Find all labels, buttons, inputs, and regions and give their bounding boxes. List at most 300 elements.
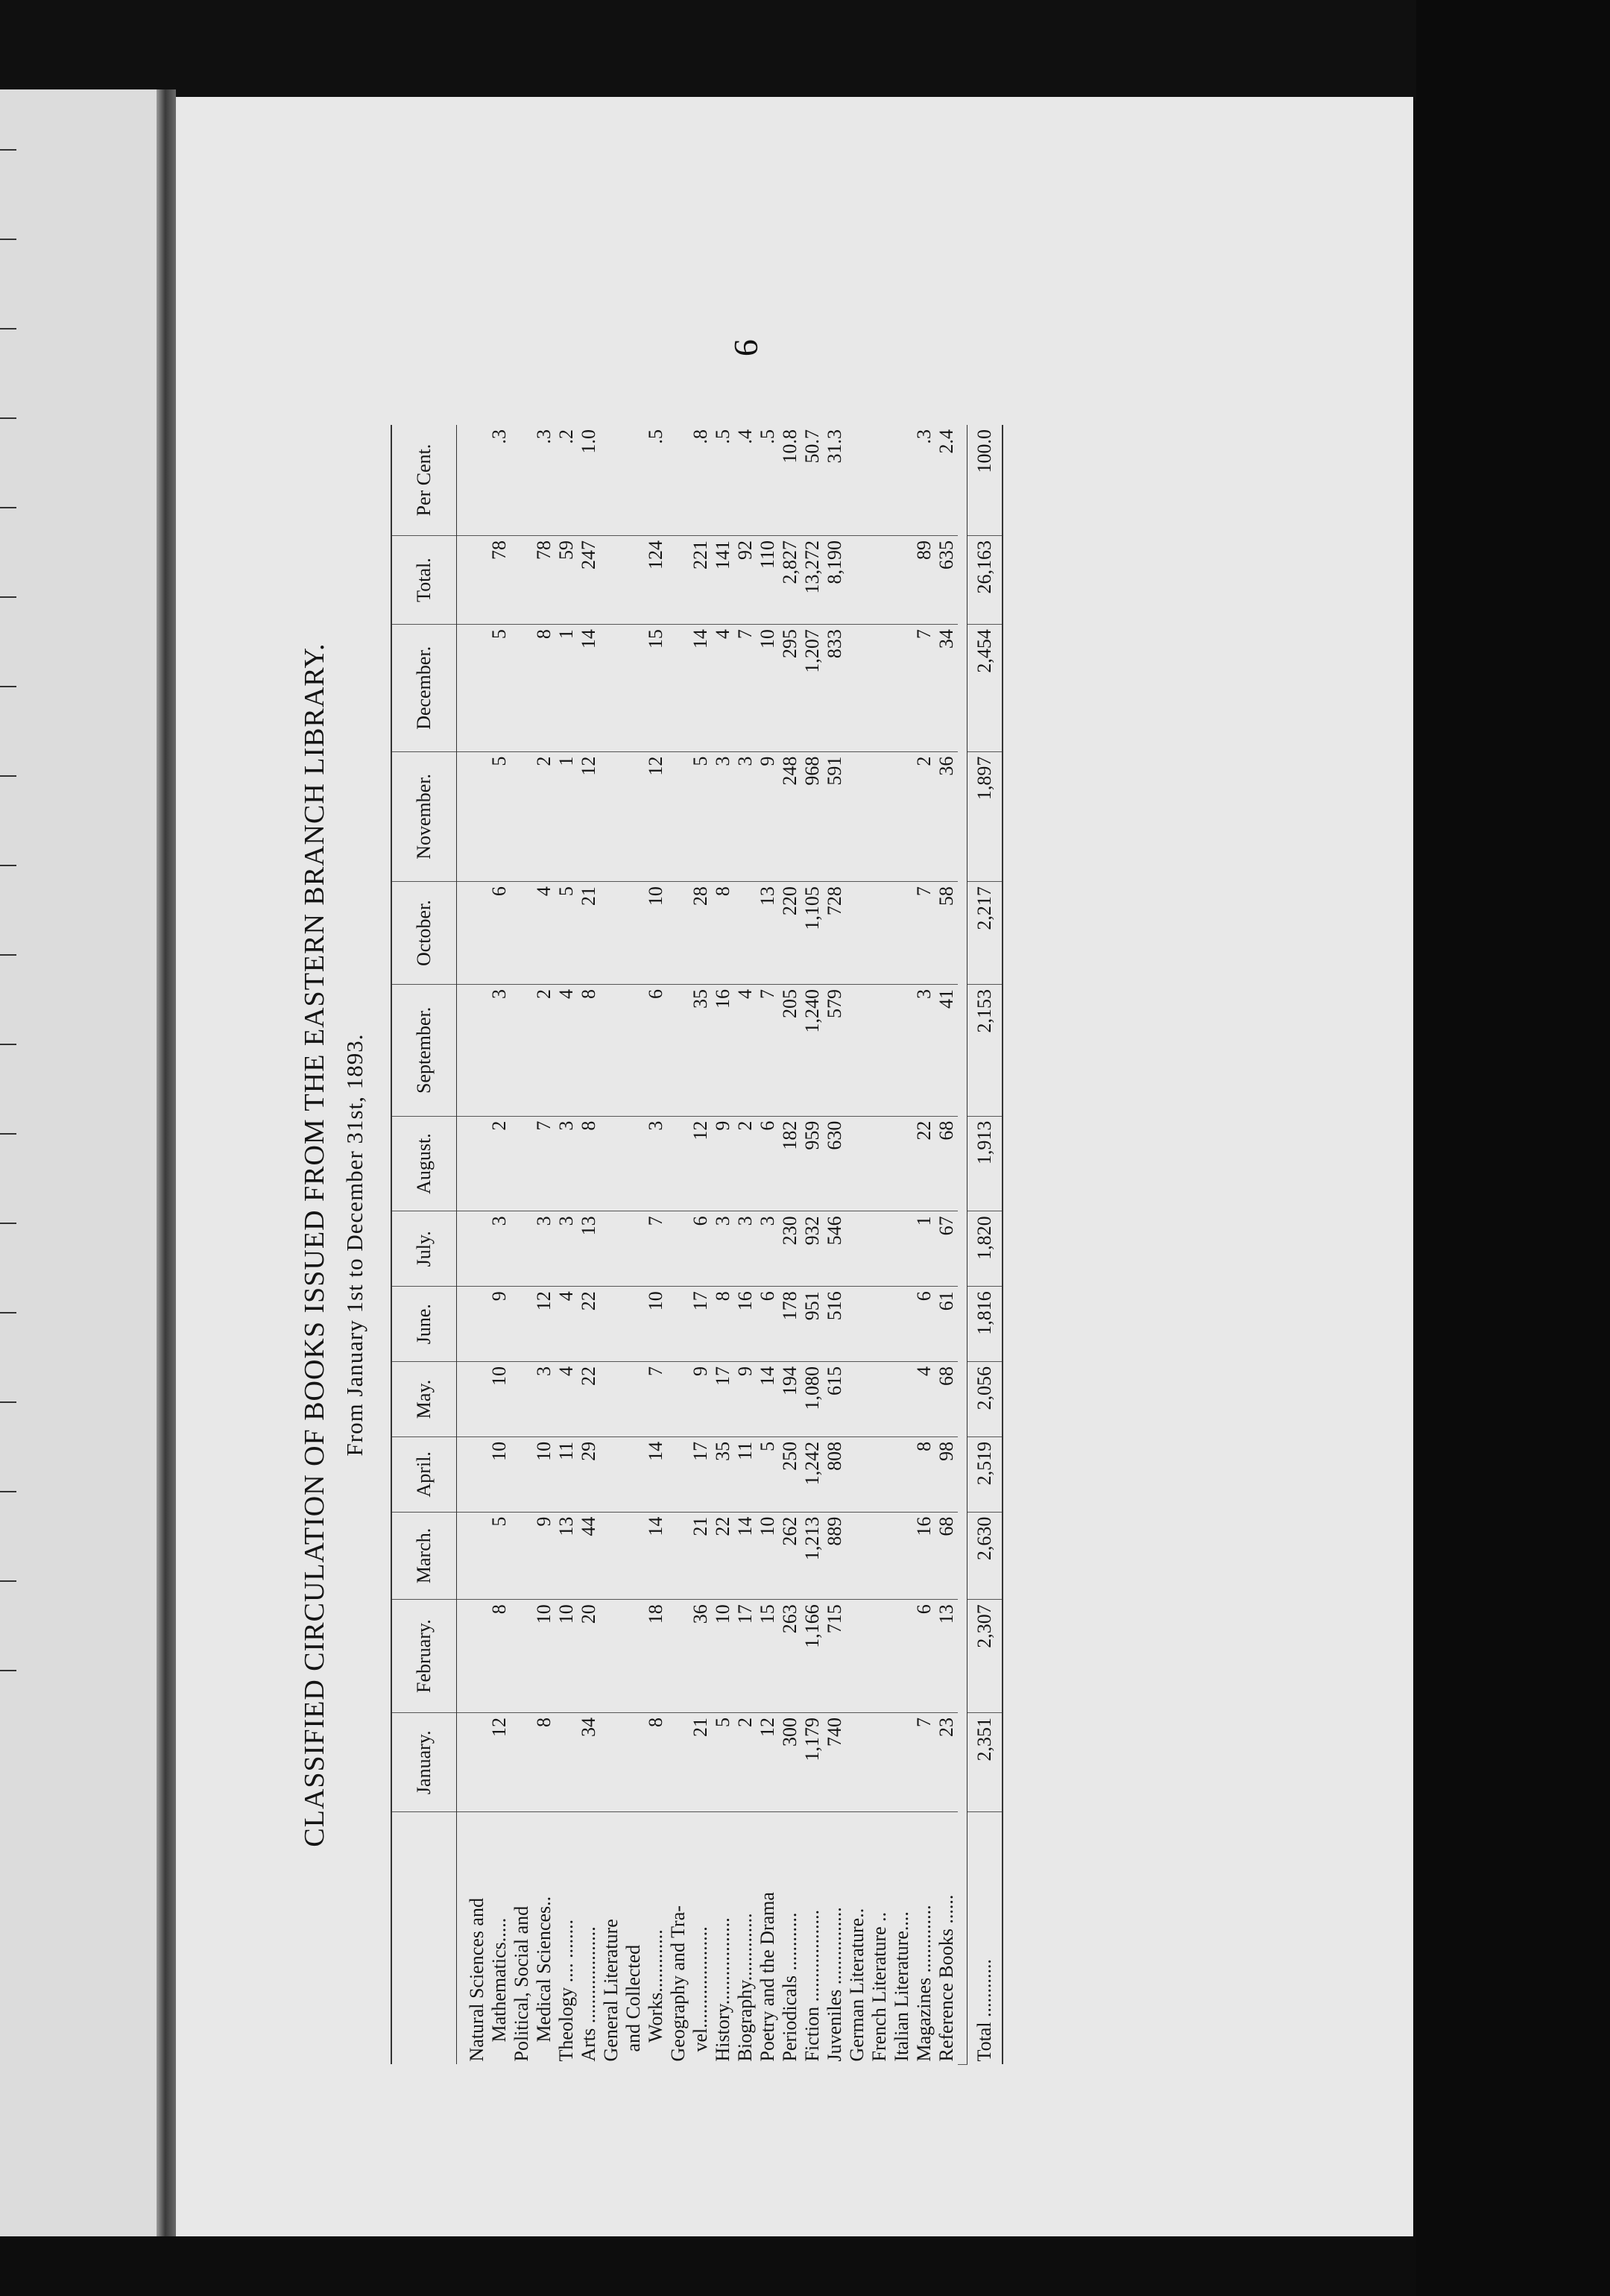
table-cell: 5 [488, 1512, 511, 1600]
table-cell: 8 [712, 1287, 734, 1362]
table-cell: 10 [712, 1600, 734, 1713]
table-cell [457, 535, 489, 624]
table-cell: 3 [533, 1211, 555, 1287]
table-cell: 16 [712, 985, 734, 1117]
table-cell: 1,207 [801, 625, 824, 751]
row-label: Reference Books ...... [935, 1894, 957, 2062]
table-cell [511, 1713, 533, 1812]
table-cell: 59 [555, 535, 578, 624]
header-cell: April. [391, 1436, 457, 1512]
book-gutter [157, 89, 176, 2236]
table-cell: 68 [935, 1116, 958, 1211]
table-cell: 178 [779, 1287, 801, 1362]
table-cell [868, 625, 891, 751]
table-cell: 10 [757, 1512, 779, 1600]
table-cell: 4 [555, 1362, 578, 1437]
table-cell: 28 [689, 882, 712, 985]
table-cell: 5 [488, 751, 511, 882]
table-cell: 3 [555, 1211, 578, 1287]
facing-page [0, 89, 168, 2236]
table-cell [511, 1362, 533, 1437]
table-cell [622, 1512, 645, 1600]
table-cell [457, 1287, 489, 1362]
table-cell: 8 [578, 985, 600, 1117]
row-label: Italian Literature.... [891, 1911, 912, 2062]
table-cell: 10 [757, 625, 779, 751]
table-cell [555, 1713, 578, 1812]
table-cell: 1,213 [801, 1512, 824, 1600]
table-row [935, 425, 958, 2065]
table-cell: 8 [645, 1713, 667, 1812]
table-cell: 10 [488, 1362, 511, 1437]
table-cell [846, 1512, 868, 1600]
table-cell: 9 [488, 1287, 511, 1362]
table-cell [457, 1362, 489, 1437]
table-cell [868, 1211, 891, 1287]
table-cell [667, 1362, 689, 1437]
table-cell [622, 1362, 645, 1437]
table-cell: 35 [689, 985, 712, 1117]
table-cell [868, 1512, 891, 1600]
table-cell [846, 1436, 868, 1512]
facing-page-rule [0, 1401, 16, 1403]
table-cell: 14 [645, 1436, 667, 1512]
table-cell [868, 1713, 891, 1812]
table-cell [868, 1287, 891, 1362]
table-cell: 7 [533, 1116, 555, 1211]
table-cell: 1.0 [578, 425, 600, 535]
table-cell [457, 882, 489, 985]
table-cell: .4 [734, 425, 757, 535]
table-cell: 6 [488, 882, 511, 985]
header-cell: August. [391, 1116, 457, 1211]
row-label: Arts .................... [578, 1926, 599, 2062]
table-row [824, 425, 846, 2065]
table-cell [891, 1287, 913, 1362]
table-cell: 740 [824, 1713, 846, 1812]
row-label: Mathematics..... [488, 1917, 510, 2062]
table-cell [600, 751, 622, 882]
table-cell [846, 1116, 868, 1211]
table-row [555, 425, 578, 2065]
header-cell-blank [391, 1812, 457, 2065]
table-cell [868, 882, 891, 985]
table-cell: 951 [801, 1287, 824, 1362]
table-cell: 21 [578, 882, 600, 985]
table-cell: 31.3 [824, 425, 846, 535]
table-cell: 2 [734, 1713, 757, 1812]
table-cell: 5 [712, 1713, 734, 1812]
scan-right-border [1416, 0, 1610, 2296]
header-cell: July. [391, 1211, 457, 1287]
table-cell [457, 1116, 489, 1211]
table-row [734, 425, 757, 2065]
table-row [846, 425, 868, 2065]
table-cell: 12 [533, 1287, 555, 1362]
table-cell: 579 [824, 985, 846, 1117]
table-cell: 14 [689, 625, 712, 751]
table-cell: 12 [488, 1713, 511, 1812]
table-cell: 61 [935, 1287, 958, 1362]
table-header-row [391, 425, 457, 2065]
table-cell: 8 [712, 882, 734, 985]
table-cell: 44 [578, 1512, 600, 1600]
row-label: Geography and Tra- [667, 1905, 689, 2062]
table-cell: 98 [935, 1436, 958, 1512]
table-cell [891, 1116, 913, 1211]
table-cell [846, 1600, 868, 1713]
table-cell: 1 [913, 1211, 935, 1287]
table-cell [622, 985, 645, 1117]
table-cell [457, 1436, 489, 1512]
table-cell: 5 [757, 1436, 779, 1512]
table-cell [600, 1512, 622, 1600]
table-cell: 14 [757, 1362, 779, 1437]
table-cell: 9 [689, 1362, 712, 1437]
table-cell [600, 1713, 622, 1812]
table-cell: 1,240 [801, 985, 824, 1117]
facing-page-rule [0, 1670, 16, 1671]
row-label: and Collected [622, 1944, 644, 2062]
table-cell [846, 751, 868, 882]
row-label: vel..................... [689, 1926, 711, 2062]
facing-page-rule [0, 1133, 16, 1135]
table-cell: 8 [533, 625, 555, 751]
table-cell: 17 [734, 1600, 757, 1713]
row-label: Total ............ [967, 1812, 1003, 2065]
table-cell: 12 [578, 751, 600, 882]
table-cell: 6 [757, 1287, 779, 1362]
table-cell [868, 985, 891, 1117]
table-cell: 8 [578, 1116, 600, 1211]
table-cell: 615 [824, 1362, 846, 1437]
table-cell [891, 985, 913, 1117]
page-number: 9 [727, 339, 765, 356]
table-body [457, 425, 1003, 2065]
header-cell: June. [391, 1287, 457, 1362]
table-cell [846, 1287, 868, 1362]
table-cell: 7 [734, 625, 757, 751]
header-cell: March. [391, 1512, 457, 1600]
table-cell: 5 [488, 625, 511, 751]
table-cell: 6 [689, 1211, 712, 1287]
table-cell [457, 751, 489, 882]
table-cell: 36 [689, 1600, 712, 1713]
table-cell [846, 535, 868, 624]
table-cell: 2 [533, 751, 555, 882]
table-cell: 3 [488, 1211, 511, 1287]
table-cell: 10 [645, 1287, 667, 1362]
table-cell: 1,105 [801, 882, 824, 985]
table-cell: .5 [712, 425, 734, 535]
table-cell [622, 751, 645, 882]
table-cell: 2 [734, 1116, 757, 1211]
table-cell: 635 [935, 535, 958, 624]
document-subtitle: From January 1st to December 31st, 1893. [341, 1033, 367, 1457]
table-cell: 22 [578, 1287, 600, 1362]
table-cell [457, 985, 489, 1117]
table-cell [622, 1116, 645, 1211]
table-cell: 34 [935, 625, 958, 751]
table-cell [891, 1713, 913, 1812]
table-cell: 2,307 [967, 1600, 1003, 1713]
table-cell [622, 625, 645, 751]
table-row [801, 425, 824, 2065]
table-cell: 2,056 [967, 1362, 1003, 1437]
table-cell: 78 [533, 535, 555, 624]
table-row [645, 425, 667, 2065]
table-row [457, 425, 489, 2065]
circulation-table [391, 425, 1003, 2065]
table-cell: 2,630 [967, 1512, 1003, 1600]
table-cell: 1 [555, 751, 578, 882]
table-cell [511, 625, 533, 751]
spacer-cell [958, 425, 967, 2065]
table-cell: 5 [689, 751, 712, 882]
table-row [600, 425, 622, 2065]
table-cell: 2,153 [967, 985, 1003, 1117]
table-cell [511, 882, 533, 985]
table-cell: 262 [779, 1512, 801, 1600]
table-cell: 36 [935, 751, 958, 882]
table-cell: 16 [734, 1287, 757, 1362]
table-cell [846, 625, 868, 751]
table-cell: 194 [779, 1362, 801, 1437]
table-cell: .3 [913, 425, 935, 535]
table-cell: 12 [645, 751, 667, 882]
table-cell: 1,166 [801, 1600, 824, 1713]
table-cell: 2 [488, 1116, 511, 1211]
table-cell: 516 [824, 1287, 846, 1362]
table-cell: 1,820 [967, 1211, 1003, 1287]
table-cell: 13 [935, 1600, 958, 1713]
table-cell [622, 1713, 645, 1812]
header-cell: November. [391, 751, 457, 882]
table-cell: 7 [645, 1211, 667, 1287]
table-cell: 2.4 [935, 425, 958, 535]
table-cell [868, 751, 891, 882]
table-cell: 2,519 [967, 1436, 1003, 1512]
table-cell: 247 [578, 535, 600, 624]
table-cell [667, 625, 689, 751]
row-label: History.................. [712, 1917, 733, 2062]
facing-page-rule [0, 686, 16, 687]
table-cell [457, 1600, 489, 1713]
table-cell: 3 [757, 1211, 779, 1287]
facing-page-rule [0, 596, 16, 598]
row-label: Periodicals ............ [779, 1912, 801, 2062]
table-cell [846, 425, 868, 535]
row-label: German Literature.. [846, 1908, 868, 2062]
table-cell: 23 [935, 1713, 958, 1812]
table-cell: 3 [734, 1211, 757, 1287]
table-cell: 546 [824, 1211, 846, 1287]
table-cell: 92 [734, 535, 757, 624]
table-cell: 22 [578, 1362, 600, 1437]
table-cell: 14 [734, 1512, 757, 1600]
table-cell [667, 1287, 689, 1362]
table-cell: .8 [689, 425, 712, 535]
table-cell: 8 [533, 1713, 555, 1812]
table-cell: 58 [935, 882, 958, 985]
table-cell: 1,897 [967, 751, 1003, 882]
table-cell: 20 [578, 1600, 600, 1713]
table-cell: 13 [757, 882, 779, 985]
table-row [891, 425, 913, 2065]
table-cell: 220 [779, 882, 801, 985]
table-cell: 6 [757, 1116, 779, 1211]
table-row [622, 425, 645, 2065]
table-cell [846, 985, 868, 1117]
facing-page-rule [0, 149, 16, 151]
table-cell [511, 425, 533, 535]
table-cell: 18 [645, 1600, 667, 1713]
table-cell: 100.0 [967, 425, 1003, 535]
table-cell [667, 1211, 689, 1287]
row-label: Natural Sciences and [466, 1898, 487, 2062]
table-cell: 1,816 [967, 1287, 1003, 1362]
table-cell: 68 [935, 1362, 958, 1437]
table-cell: 205 [779, 985, 801, 1117]
facing-page-rule [0, 775, 16, 777]
table-cell: .3 [533, 425, 555, 535]
header-cell: September. [391, 985, 457, 1117]
table-cell [891, 425, 913, 535]
table-row [488, 425, 511, 2065]
table-cell: 968 [801, 751, 824, 882]
table-cell: 833 [824, 625, 846, 751]
table-row [667, 425, 689, 2065]
facing-page-rule [0, 954, 16, 956]
table-cell: 141 [712, 535, 734, 624]
table-cell: 12 [689, 1116, 712, 1211]
row-label: French Literature .. [868, 1911, 890, 2062]
table-row [913, 425, 935, 2065]
table-cell: 263 [779, 1600, 801, 1713]
table-cell: 6 [913, 1600, 935, 1713]
table-cell: 221 [689, 535, 712, 624]
table-cell [667, 1436, 689, 1512]
table-cell [511, 1287, 533, 1362]
table-cell: 959 [801, 1116, 824, 1211]
table-cell: 4 [913, 1362, 935, 1437]
table-cell [457, 425, 489, 535]
row-label: Poetry and the Drama [757, 1892, 778, 2062]
facing-page-rule [0, 1312, 16, 1313]
header-cell: January. [391, 1713, 457, 1812]
table-cell [622, 1287, 645, 1362]
table-cell: 7 [913, 625, 935, 751]
table-cell: 2 [533, 985, 555, 1117]
table-cell: 932 [801, 1211, 824, 1287]
table-cell: 22 [712, 1512, 734, 1600]
table-cell [622, 425, 645, 535]
table-cell [846, 1362, 868, 1437]
table-cell [868, 1600, 891, 1713]
table-cell: 11 [734, 1436, 757, 1512]
header-cell: Per Cent. [391, 425, 457, 535]
table-cell: 4 [712, 625, 734, 751]
scan-top-border [0, 0, 1610, 101]
table-cell [511, 751, 533, 882]
table-cell: 9 [533, 1512, 555, 1600]
facing-page-rule [0, 1491, 16, 1492]
table-cell: 9 [757, 751, 779, 882]
table-cell: 3 [913, 985, 935, 1117]
table-cell [667, 1713, 689, 1812]
table-cell: 10 [488, 1436, 511, 1512]
table-cell: .5 [645, 425, 667, 535]
table-cell: 1,179 [801, 1713, 824, 1812]
table-cell [511, 1600, 533, 1713]
table-cell [891, 1512, 913, 1600]
table-cell: 68 [935, 1512, 958, 1600]
table-cell [600, 1362, 622, 1437]
row-label: Political, Social and [511, 1905, 532, 2062]
table-cell [511, 1436, 533, 1512]
table-cell: 35 [712, 1436, 734, 1512]
table-cell: 8 [913, 1436, 935, 1512]
table-row [578, 425, 600, 2065]
table-cell [622, 1436, 645, 1512]
rotated-table-block [298, 388, 1222, 2102]
table-cell [868, 1116, 891, 1211]
table-cell [511, 985, 533, 1117]
table-cell [891, 1211, 913, 1287]
table-cell: 15 [757, 1600, 779, 1713]
header-cell: October. [391, 882, 457, 985]
table-cell [734, 882, 757, 985]
table-cell: 4 [734, 985, 757, 1117]
table-cell [667, 751, 689, 882]
table-cell: 2,351 [967, 1713, 1003, 1812]
table-cell [846, 882, 868, 985]
table-cell: 2 [913, 751, 935, 882]
table-cell: 2,217 [967, 882, 1003, 985]
table-cell: 29 [578, 1436, 600, 1512]
table-cell [846, 1211, 868, 1287]
table-cell: 11 [555, 1436, 578, 1512]
table-cell: 21 [689, 1713, 712, 1812]
table-cell: 12 [757, 1713, 779, 1812]
table-cell [891, 625, 913, 751]
header-cell: Total. [391, 535, 457, 624]
table-cell: 9 [712, 1116, 734, 1211]
facing-page-rule [0, 328, 16, 329]
table-cell: 4 [555, 985, 578, 1117]
table-cell [846, 1713, 868, 1812]
table-cell [600, 1436, 622, 1512]
table-cell: 9 [734, 1362, 757, 1437]
table-cell [457, 625, 489, 751]
table-cell: 1,913 [967, 1116, 1003, 1211]
table-cell: 295 [779, 625, 801, 751]
row-label: Medical Sciences.. [533, 1896, 555, 2062]
table-cell [667, 425, 689, 535]
table-cell [511, 1512, 533, 1600]
table-cell: 8,190 [824, 535, 846, 624]
table-cell: 6 [913, 1287, 935, 1362]
document-title: CLASSIFIED CIRCULATION OF BOOKS ISSUED FROM THE EASTERN BRANCH LIBRARY. [299, 643, 330, 1847]
table-cell [667, 535, 689, 624]
table-cell: 14 [578, 625, 600, 751]
table-cell: 50.7 [801, 425, 824, 535]
table-cell [511, 1116, 533, 1211]
header-cell: December. [391, 625, 457, 751]
table-cell: 10.8 [779, 425, 801, 535]
table-cell: 3 [712, 1211, 734, 1287]
table-row [868, 425, 891, 2065]
